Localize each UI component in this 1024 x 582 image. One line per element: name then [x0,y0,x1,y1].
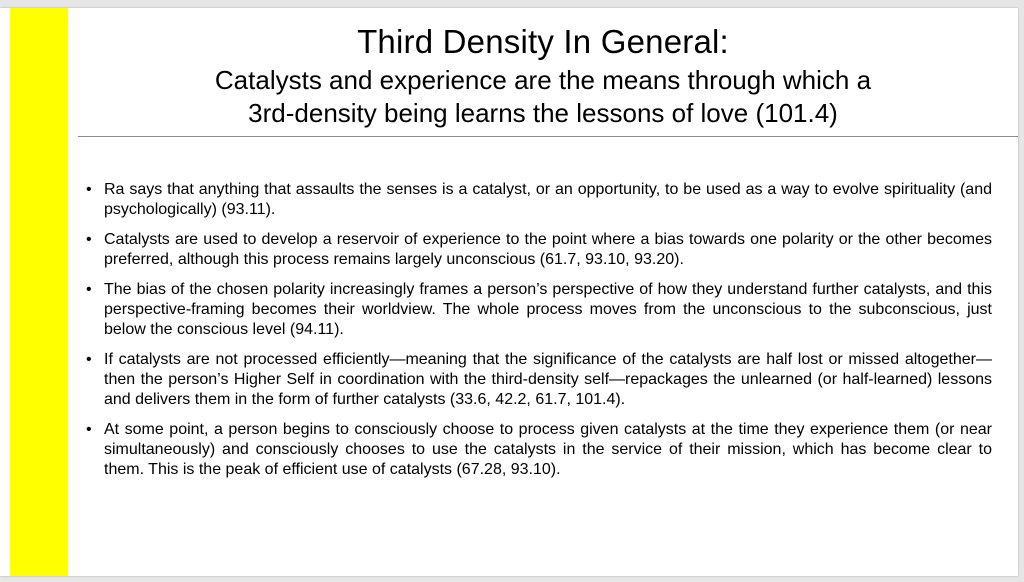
bullet-item [86,350,992,410]
bullet-dot-icon: • [86,351,92,368]
slide-title: Third Density In General: [357,23,729,60]
bullet-item [86,230,992,270]
bullet-text: Catalysts are used to develop a reservoir of experience to the point where a bias towards one polarity or the other becomes preferred, although this process remains largely unconscious (61.7, 93.10, 93.20). [104,231,992,268]
bullet-dot-icon: • [86,181,92,198]
slide-subtitle [68,64,1018,130]
bullet-item [86,420,992,480]
bullet-text: If catalysts are not processed efficiently—meaning that the significance of the catalysts are half lost or missed altogether—then the person’s Higher Self in coordination with the third-density self—repackages the unlearned (or half-learned) lessons and delivers them in the form of further catalysts (33.6, 42.2, 61.7, 101.4). [104,351,992,408]
bullet-list [86,180,992,490]
title-divider [78,136,1018,137]
bullet-dot-icon: • [86,231,92,248]
bullet-item [86,280,992,340]
bullet-dot-icon: • [86,421,92,438]
subtitle-line-1: Catalysts and experience are the means through which a [214,65,872,95]
accent-bar [10,8,68,576]
bullet-text: The bias of the chosen polarity increasingly frames a person’s perspective of how they understand further catalysts, and this perspective-framing becomes their worldview. The whole process moves from the unconscious to the subconscious, just below the conscious level (94.11). [104,281,992,338]
bullet-item [86,180,992,220]
slide [0,8,1018,576]
bullet-text: Ra says that anything that assaults the senses is a catalyst, or an opportunity, to be used as a way to evolve spirituality (and psychologically) (93.11). [104,181,992,218]
bullet-text: At some point, a person begins to consciously choose to process given catalysts at the time they experience them (or near simultaneously) and consciously chooses to use the catalysts in the service of their mission, which has become clear to them. This is the peak of efficient use of catalysts (67.28, 93.10). [104,421,992,478]
title-block [68,22,1018,130]
bullet-dot-icon: • [86,281,92,298]
subtitle-line-2: 3rd-density being learns the lessons of love (101.4) [248,98,838,128]
